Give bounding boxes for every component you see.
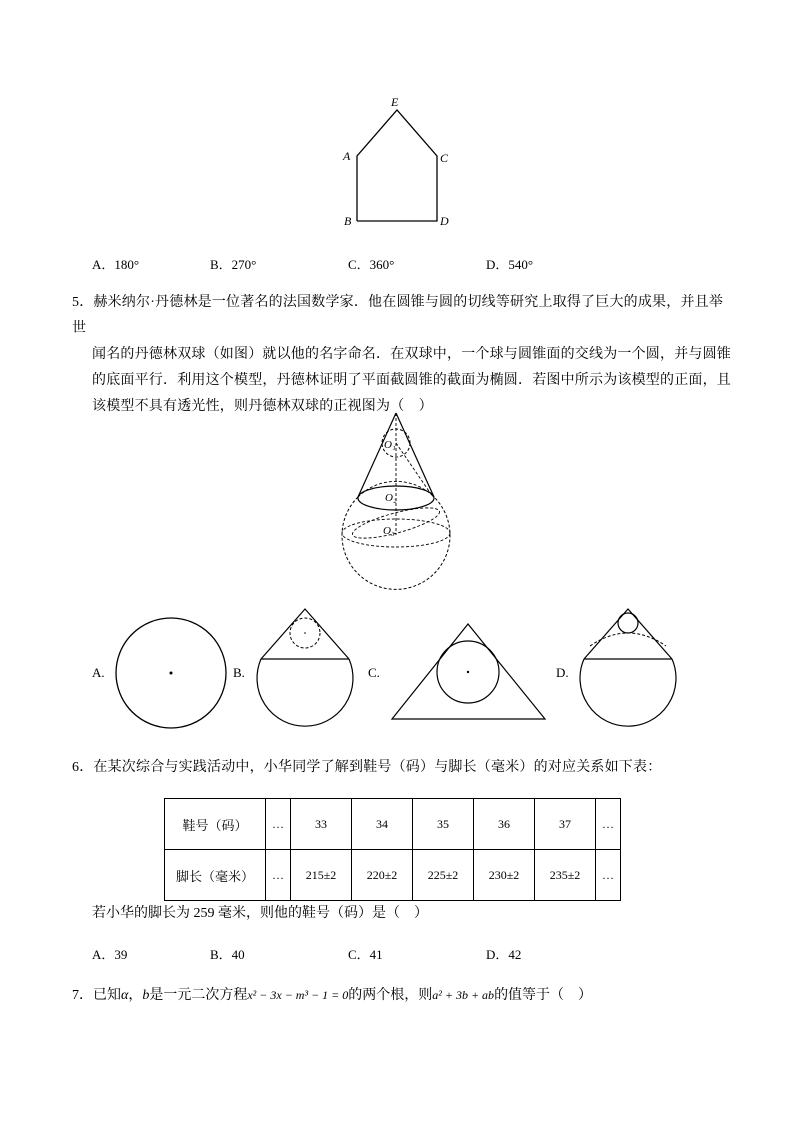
- table-cell: 215±2: [291, 850, 352, 901]
- q5-line-4: 该模型不具有透光性，则丹德林双球的正视图为（ ）: [92, 399, 433, 414]
- q5-stem: [72, 290, 732, 420]
- table-cell: …: [596, 799, 621, 850]
- q4-choice-a[interactable]: A．180°: [92, 257, 140, 272]
- table-row: [165, 850, 621, 901]
- q5-line-3: 的底面平行．利用这个模型，丹德林证明了平面截圆锥的截面为椭圆．若图中所示为该模型的正面，且: [92, 373, 731, 388]
- q6-choice-a[interactable]: A．39: [92, 947, 128, 962]
- vertex-label-b: B: [344, 214, 352, 228]
- q7-suffix: 的值等于（ ）: [494, 988, 593, 1003]
- table-cell: …: [266, 850, 291, 901]
- shoe-size-table: [164, 798, 621, 901]
- vertex-label-d: D: [440, 214, 449, 228]
- q5-option-c-label[interactable]: C.: [368, 665, 380, 680]
- table-cell: …: [596, 850, 621, 901]
- table-cell: 脚长（毫米）: [165, 850, 266, 901]
- q7-expression: a² + 3b + ab: [432, 988, 495, 1002]
- q7-stem: [72, 984, 592, 1004]
- q7-prefix: 7．已知: [72, 988, 121, 1003]
- q6-choice-d[interactable]: D．42: [486, 947, 522, 962]
- table-cell: 34: [352, 799, 413, 850]
- q6-question: 若小华的脚长为 259 毫米，则他的鞋号（码）是（ ）: [92, 906, 428, 921]
- q6-stem: 6．在某次综合与实践活动中，小华同学了解到鞋号（码）与脚长（毫米）的对应关系如下表：: [72, 760, 662, 775]
- table-cell: …: [266, 799, 291, 850]
- table-cell: 37: [535, 799, 596, 850]
- table-cell: 225±2: [413, 850, 474, 901]
- q7-equation: x² − 3x − m³ − 1 = 0: [247, 988, 349, 1002]
- vertex-label-c: C: [440, 151, 449, 165]
- q7-comma: ，: [128, 988, 143, 1003]
- q5-option-a-figure[interactable]: [114, 616, 230, 732]
- q7-b: b: [142, 988, 150, 1003]
- q6-choice-c[interactable]: C．41: [348, 947, 383, 962]
- vertex-label-e: E: [391, 95, 399, 109]
- q5-option-a-label[interactable]: A.: [92, 665, 105, 680]
- q5-option-d-figure[interactable]: [578, 606, 682, 736]
- q7-mid2: 的两个根，则: [348, 988, 433, 1003]
- q4-choice-b[interactable]: B．270°: [210, 257, 257, 272]
- q5-option-d-label[interactable]: D.: [556, 665, 569, 680]
- label-o2: O₂: [385, 492, 397, 504]
- q6-choice-b[interactable]: B．40: [210, 947, 245, 962]
- table-cell: 33: [291, 799, 352, 850]
- q4-choice-d[interactable]: D．540°: [486, 257, 534, 272]
- q5-line-1: 5．赫米纳尔·丹德林是一位著名的法国数学家．他在圆锥与圆的切线等研究上取得了巨大的成果，并且举世: [72, 295, 724, 336]
- table-cell: 220±2: [352, 850, 413, 901]
- q7-mid: 是一元二次方程: [149, 988, 248, 1003]
- q7-alpha: α: [121, 988, 129, 1003]
- table-cell: 36: [474, 799, 535, 850]
- pentagon-figure: [340, 90, 470, 240]
- table-cell: 35: [413, 799, 474, 850]
- vertex-label-a: A: [343, 149, 351, 163]
- table-row: [165, 799, 621, 850]
- table-cell: 230±2: [474, 850, 535, 901]
- q5-option-b-figure[interactable]: [255, 606, 359, 736]
- q5-option-b-label[interactable]: B.: [233, 665, 245, 680]
- q5-line-2: 闻名的丹德林双球（如图）就以他的名字命名．在双球中，一个球与圆锥面的交线为一个圆，并与圆锥: [92, 347, 731, 362]
- q4-choice-c[interactable]: C．360°: [348, 257, 395, 272]
- table-cell: 鞋号（码）: [165, 799, 266, 850]
- label-o1: O₁: [384, 439, 396, 451]
- label-o3: O₃: [383, 525, 395, 537]
- table-cell: 235±2: [535, 850, 596, 901]
- q5-option-c-figure[interactable]: [390, 622, 548, 722]
